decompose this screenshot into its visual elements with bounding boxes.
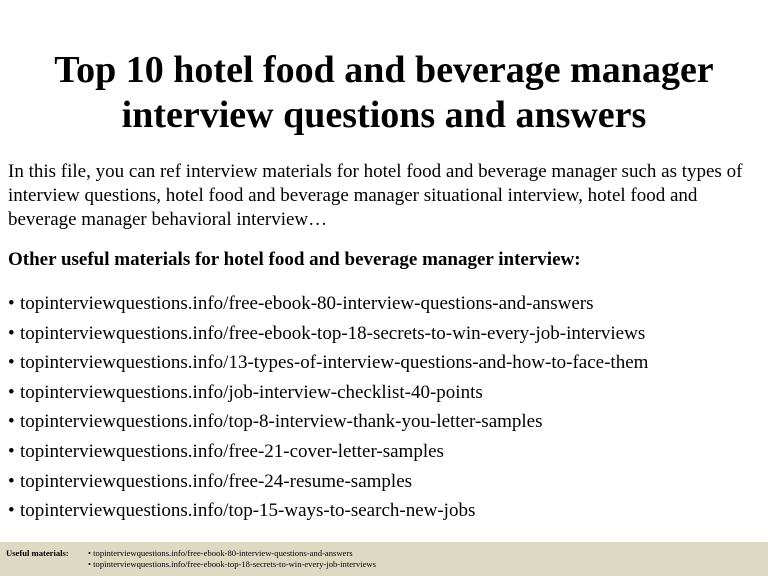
link-text[interactable]: topinterviewquestions.info/13-types-of-interview-questions-and-how-to-face-them (20, 352, 649, 374)
page-title: Top 10 hotel food and beverage manager interview questions and answers (54, 49, 714, 136)
bullet-icon: • (8, 322, 15, 344)
footer-link[interactable]: • topinterviewquestions.info/free-ebook-top-18-secrets-to-win-every-job-interviews (88, 559, 376, 569)
link-text[interactable]: topinterviewquestions.info/top-15-ways-to-search-new-jobs (20, 500, 476, 522)
bullet-icon: • (8, 500, 15, 522)
footer-bar (0, 542, 768, 576)
list-item[interactable] (8, 378, 763, 408)
list-item[interactable] (8, 496, 763, 526)
list-item[interactable] (8, 407, 763, 437)
bullet-icon: • (8, 470, 15, 492)
materials-link-list (8, 289, 763, 526)
bullet-icon: • (8, 352, 15, 374)
link-text[interactable]: topinterviewquestions.info/free-ebook-top-18-secrets-to-win-every-job-interviews (20, 322, 646, 344)
footer-link[interactable]: • topinterviewquestions.info/free-ebook-80-interview-questions-and-answers (88, 548, 353, 558)
list-item[interactable] (8, 437, 763, 467)
bullet-icon: • (8, 440, 15, 462)
link-text[interactable]: topinterviewquestions.info/free-ebook-80-interview-questions-and-answers (20, 293, 594, 314)
bullet-icon: • (8, 411, 15, 433)
list-item[interactable] (8, 348, 763, 378)
footer-link-list (88, 548, 376, 570)
list-item[interactable] (8, 319, 763, 349)
bullet-icon: • (8, 293, 15, 314)
link-text[interactable]: topinterviewquestions.info/free-21-cover-letter-samples (20, 440, 444, 462)
bullet-icon: • (8, 381, 15, 403)
link-text[interactable]: topinterviewquestions.info/top-8-interview-thank-you-letter-samples (20, 411, 543, 433)
list-item[interactable] (8, 289, 763, 319)
intro-paragraph: In this file, you can ref interview materials for hotel food and beverage manager such as types of interview questions, hotel food and beverage manager situational interview, hotel food and beverage manager behavioral interview… (8, 161, 743, 230)
list-item[interactable] (8, 467, 763, 497)
footer-label: Useful materials: (6, 548, 69, 558)
link-text[interactable]: topinterviewquestions.info/job-interview-checklist-40-points (20, 381, 483, 403)
materials-subheading: Other useful materials for hotel food and beverage manager interview: (8, 249, 581, 270)
link-text[interactable]: topinterviewquestions.info/free-24-resume-samples (20, 470, 413, 492)
